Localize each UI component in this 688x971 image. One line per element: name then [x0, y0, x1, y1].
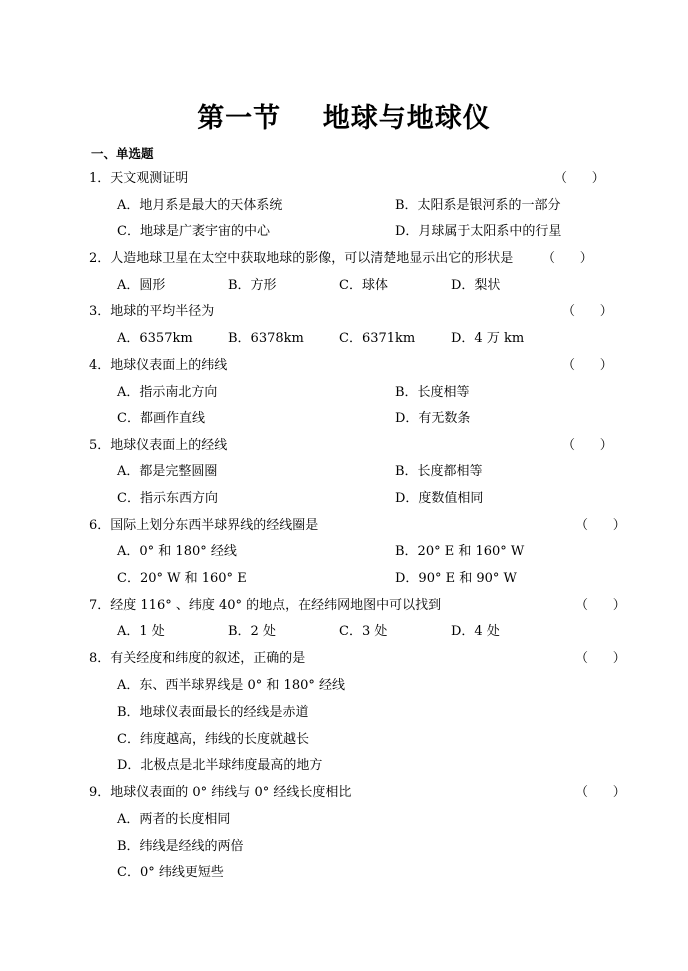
question-2-stem: 2．人造地球卫星在太空中获取地球的影像，可以清楚地显示出它的形状是: [89, 251, 514, 266]
question-4-option-a: A．指示南北方向: [117, 385, 218, 400]
question-7-option-c: C．3 处: [339, 624, 388, 639]
question-1-option-c: C．地球是广袤宇宙的中心: [117, 224, 270, 239]
question-3-option-b: B．6378km: [228, 331, 304, 346]
question-2-option-d: D．梨状: [451, 278, 501, 293]
question-1-answer-bracket[interactable]: （ ）: [554, 171, 605, 186]
question-1-option-b: B．太阳系是银河系的一部分: [395, 198, 561, 213]
question-5-option-b: B．长度都相等: [395, 464, 483, 479]
question-8-option-b: B．地球仪表面最长的经线是赤道: [117, 705, 309, 720]
question-9-option-c: C．0° 纬线更短些: [117, 865, 224, 880]
question-4-option-b: B．长度相等: [395, 385, 470, 400]
question-9-option-b: B．纬线是经线的两倍: [117, 839, 244, 854]
question-6-option-b: B．20° E 和 160° W: [395, 544, 525, 559]
question-1-stem: 1．天文观测证明: [89, 171, 189, 186]
section-heading: 一、单选题: [91, 146, 154, 161]
question-1-option-a: A．地月系是最大的天体系统: [117, 198, 283, 213]
question-2-option-a: A．圆形: [117, 278, 166, 293]
question-7-stem: 7．经度 116° 、纬度 40° 的地点，在经纬网地图中可以找到: [89, 598, 442, 613]
question-4-option-c: C．都画作直线: [117, 411, 205, 426]
question-5-option-d: D．度数值相同: [395, 491, 484, 506]
question-4-option-d: D．有无数条: [395, 411, 471, 426]
question-6-option-a: A．0° 和 180° 经线: [117, 544, 237, 559]
question-8-option-a: A．东、西半球界线是 0° 和 180° 经线: [117, 678, 346, 693]
question-2-option-b: B．方形: [228, 278, 277, 293]
question-8-stem: 8．有关经度和纬度的叙述，正确的是: [89, 651, 306, 666]
page-title: 第一节 地球与地球仪: [197, 103, 491, 134]
question-3-answer-bracket[interactable]: （ ）: [562, 304, 613, 319]
question-7-answer-bracket[interactable]: （ ）: [575, 598, 626, 613]
question-3-stem: 3．地球的平均半径为: [89, 304, 215, 319]
question-6-stem: 6．国际上划分东西半球界线的经线圈是: [89, 518, 319, 533]
question-8-option-d: D．北极点是北半球纬度最高的地方: [117, 758, 323, 773]
question-1-option-d: D．月球属于太阳系中的行星: [395, 224, 562, 239]
question-3-option-c: C．6371km: [339, 331, 416, 346]
question-5-answer-bracket[interactable]: （ ）: [562, 438, 613, 453]
question-9-stem: 9．地球仪表面的 0° 纬线与 0° 经线长度相比: [89, 785, 352, 800]
question-2-answer-bracket[interactable]: （ ）: [542, 251, 593, 266]
question-6-answer-bracket[interactable]: （ ）: [575, 518, 626, 533]
question-6-option-d: D．90° E 和 90° W: [395, 571, 517, 586]
question-8-answer-bracket[interactable]: （ ）: [575, 651, 626, 666]
question-5-option-c: C．指示东西方向: [117, 491, 218, 506]
question-3-option-d: D．4 万 km: [451, 331, 525, 346]
question-7-option-b: B．2 处: [228, 624, 276, 639]
question-4-answer-bracket[interactable]: （ ）: [562, 358, 613, 373]
question-5-stem: 5．地球仪表面上的经线: [89, 438, 228, 453]
question-3-option-a: A．6357km: [117, 331, 193, 346]
question-4-stem: 4．地球仪表面上的纬线: [89, 358, 228, 373]
question-5-option-a: A．都是完整圆圈: [117, 464, 218, 479]
question-9-answer-bracket[interactable]: （ ）: [575, 785, 626, 800]
question-6-option-c: C．20° W 和 160° E: [117, 571, 247, 586]
question-8-option-c: C．纬度越高，纬线的长度就越长: [117, 732, 309, 747]
question-9-option-a: A．两者的长度相同: [117, 812, 231, 827]
question-7-option-d: D．4 处: [451, 624, 500, 639]
question-2-option-c: C．球体: [339, 278, 388, 293]
question-7-option-a: A．1 处: [117, 624, 165, 639]
